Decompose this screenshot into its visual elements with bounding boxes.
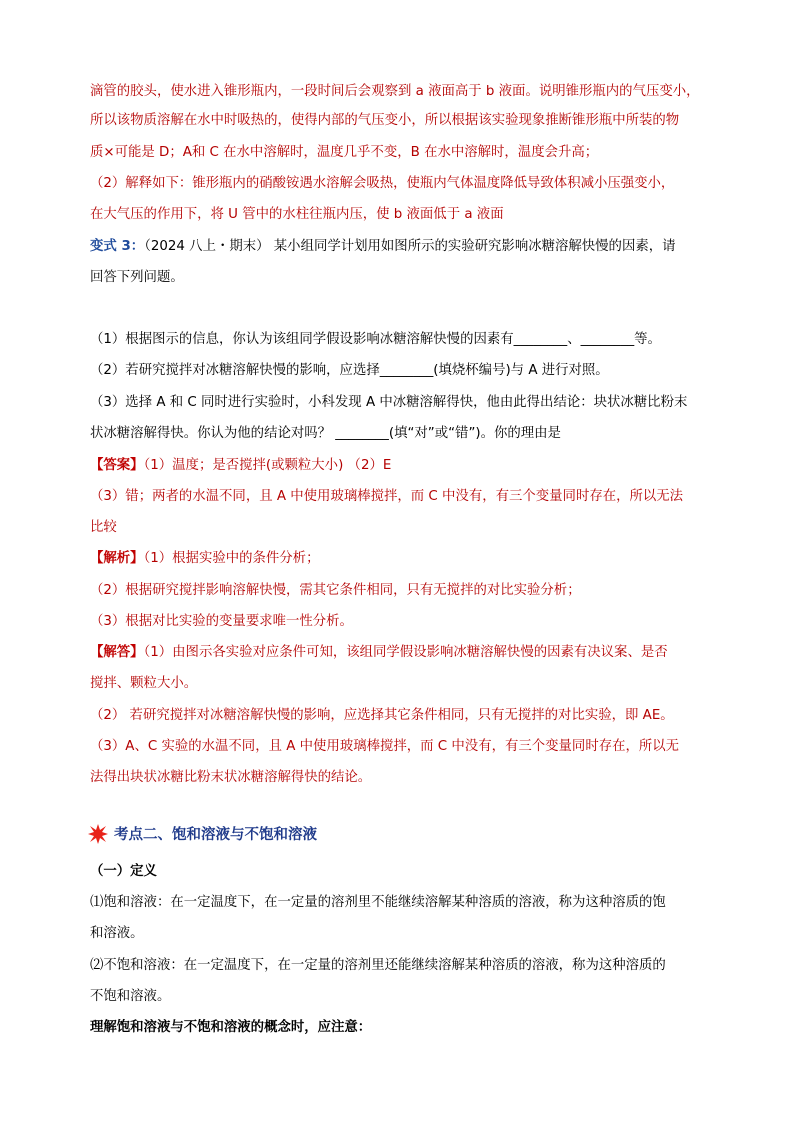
sub-question-1: （1）根据图示的信息，你认为该组同学假设影响冰糖溶解快慢的因素有________、________等。	[90, 332, 661, 347]
answer-line	[90, 456, 391, 476]
answer-text-line: 滴管的胶头，使水进入锥形瓶内，一段时间后会观察到 a 液面高于 b 液面。说明锥形瓶内的气压变小，	[90, 84, 700, 99]
solution-line: 法得出块状冰糖比粉末状冰糖溶解得快的结论。	[90, 770, 372, 785]
definition-line: 和溶液。	[90, 926, 144, 941]
variant-question-text: 某小组同学计划用如图所示的实验研究影响冰糖溶解快慢的因素，请	[269, 239, 676, 254]
definition-line: ⑵不饱和溶液：在一定温度下，在一定量的溶剂里还能继续溶解某种溶质的溶液，称为这种溶质的	[90, 958, 666, 973]
answer-line: （3）错；两者的水温不同，且 A 中使用玻璃棒搅拌，而 C 中没有，有三个变量同时存在，所以无法	[90, 489, 684, 504]
note-heading: 理解饱和溶液与不饱和溶液的概念时，应注意：	[90, 1020, 372, 1035]
answer-text-line: 所以该物质溶解在水中时吸热的，使得内部的气压变小，所以根据该实验现象推断锥形瓶中所装的物	[90, 113, 680, 128]
definition-line: 不饱和溶液。	[90, 989, 171, 1004]
sub-question-3-line: 状冰糖溶解得快。你认为他的结论对吗？ ________(填“对”或“错”)。你的理由是	[90, 426, 561, 441]
red-star-burst-icon	[88, 824, 108, 844]
solution-line: （2） 若研究搅拌对冰糖溶解快慢的影响，应选择其它条件相同，只有无搅拌的对比实验，即 AE。	[90, 708, 674, 723]
analysis-line: （3）根据对比实验的变量要求唯一性分析。	[90, 614, 353, 629]
variant-question-line	[90, 237, 676, 257]
answer-line: 比较	[90, 520, 117, 535]
analysis-text: （1）根据实验中的条件分析；	[143, 551, 320, 566]
solution-text: （1）由图示各实验对应条件可知，该组同学假设影响冰糖溶解快慢的因素有决议案、是否	[143, 645, 668, 660]
sub-question-2: （2）若研究搅拌对冰糖溶解快慢的影响，应选择________(填烧杯编号)与 A 进行对照。	[90, 363, 609, 378]
answer-tag: 【答案】	[90, 458, 144, 473]
answer-text-line: 质×可能是 D；A和 C 在水中溶解时，温度几乎不变，B 在水中溶解时，温度会升高；	[90, 145, 599, 160]
section-title: 考点二、饱和溶液与不饱和溶液	[114, 827, 317, 843]
answer-text: （1）温度；是否搅拌(或颗粒大小) （2）E	[143, 458, 392, 473]
solution-tag: 【解答】	[90, 645, 144, 660]
variant-source: （2024 八上・期末）	[144, 239, 270, 254]
analysis-line	[90, 549, 319, 569]
answer-text-line: （2）解释如下：锥形瓶内的硝酸铵遇水溶解会吸热，使瓶内气体温度降低导致体积减小压强变小，	[90, 176, 675, 191]
sub-question-3-line: （3）选择 A 和 C 同时进行实验时，小科发现 A 中冰糖溶解得快，他由此得出结论：块状冰糖比粉末	[90, 395, 688, 410]
answer-text-line: 在大气压的作用下，将 U 管中的水柱往瓶内压，使 b 液面低于 a 液面	[90, 207, 504, 222]
solution-line: 搅拌、颗粒大小。	[90, 676, 198, 691]
variant-label: 变式 3：	[90, 239, 145, 254]
variant-question-line: 回答下列问题。	[90, 270, 184, 285]
analysis-line: （2）根据研究搅拌影响溶解快慢，需其它条件相同，只有无搅拌的对比实验分析；	[90, 583, 581, 598]
subsection-heading: （一）定义	[90, 864, 157, 879]
definition-line: ⑴饱和溶液：在一定温度下，在一定量的溶剂里不能继续溶解某种溶质的溶液，称为这种溶质的饱	[90, 895, 666, 910]
solution-line	[90, 643, 668, 663]
analysis-tag: 【解析】	[90, 551, 144, 566]
solution-line: （3）A、C 实验的水温不同，且 A 中使用玻璃棒搅拌，而 C 中没有，有三个变量同时存在，所以无	[90, 739, 680, 754]
